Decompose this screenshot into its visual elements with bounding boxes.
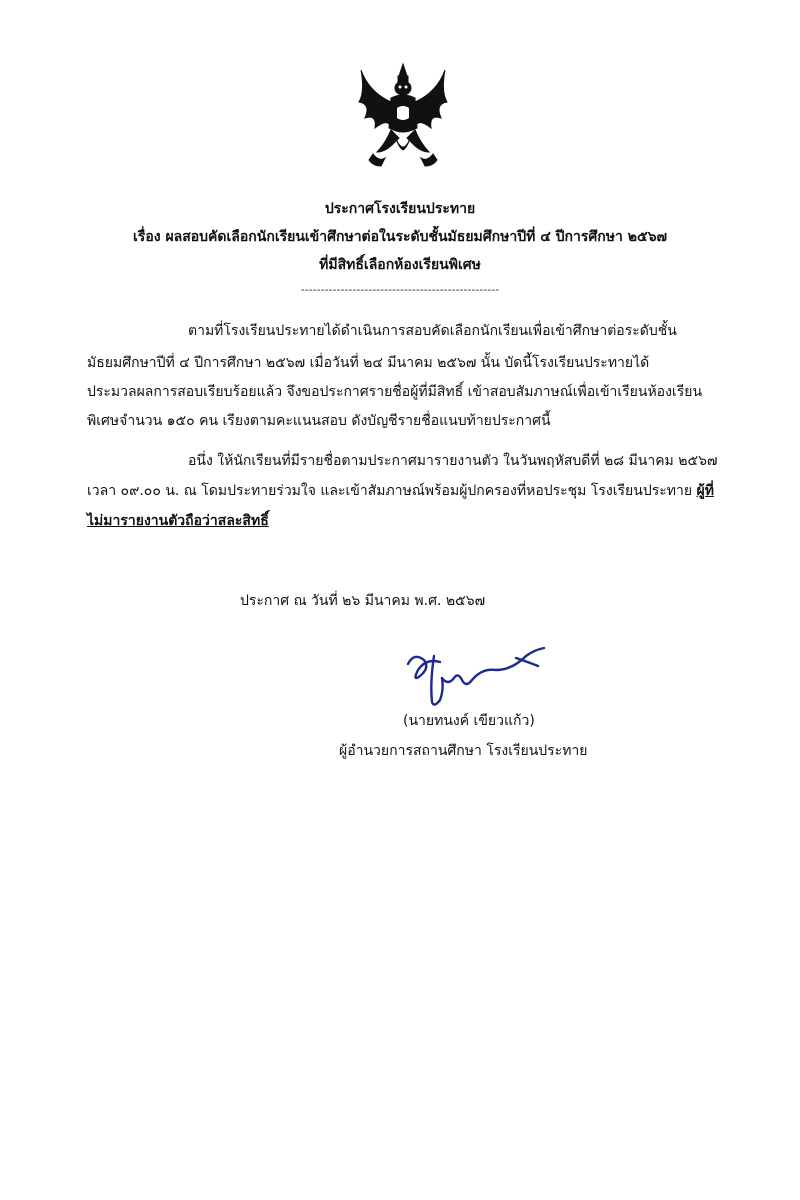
announcement-title: ประกาศโรงเรียนประทาย [324, 201, 476, 217]
paragraph-1-line-2: มัธยมศึกษาปีที่ ๔ ปีการศึกษา ๒๕๖๗ เมื่อวันที่ ๒๔ มีนาคม ๒๕๖๗ นั้น บัดนี้โรงเรียนประทายได้ [87, 355, 650, 371]
signer-title: ผู้อำนวยการสถานศึกษา โรงเรียนประทาย [339, 743, 588, 759]
announcement-subject-continued: ที่มีสิทธิ์เลือกห้องเรียนพิเศษ [319, 257, 481, 273]
garuda-emblem-icon [355, 62, 451, 174]
announcement-date: ประกาศ ณ วันที่ ๒๖ มีนาคม พ.ศ. ๒๕๖๗ [240, 593, 486, 609]
paragraph-1-line-1: ตามที่โรงเรียนประทายได้ดำเนินการสอบคัดเลือกนักเรียนเพื่อเข้าศึกษาต่อระดับชั้น [188, 323, 677, 339]
paragraph-1-line-4: พิเศษจำนวน ๑๕๐ คน เรียงตามคะแนนสอบ ดังบัญชีรายชื่อแนบท้ายประกาศนี้ [87, 413, 551, 429]
paragraph-2-line-2 [87, 482, 714, 500]
divider-line: -------------------------------------------------- [300, 283, 500, 296]
paragraph-2-line-2-text: เวลา ๐๙.๐๐ น. ณ โดมประทายร่วมใจ และเข้าสัมภาษณ์พร้อมผู้ปกครองที่หอประชุม โรงเรียนประทาย [87, 483, 697, 499]
announcement-subject: เรื่อง ผลสอบคัดเลือกนักเรียนเข้าศึกษาต่อในระดับชั้นมัธยมศึกษาปีที่ ๔ ปีการศึกษา ๒๕๖๗ [133, 229, 667, 245]
forfeit-warning-start: ผู้ที่ [696, 483, 714, 499]
signer-name: (นายทนงค์ เขียวแก้ว) [403, 713, 535, 729]
paragraph-2-line-1: อนึ่ง ให้นักเรียนที่มีรายชื่อตามประกาศมารายงานตัว ในวันพฤหัสบดีที่ ๒๘ มีนาคม ๒๕๖๗ [188, 453, 718, 469]
forfeit-warning: ไม่มารายงานตัวถือว่าสละสิทธิ์ [87, 513, 269, 529]
handwritten-signature-icon [400, 642, 560, 714]
paragraph-1-line-3: ประมวลผลการสอบเรียบร้อยแล้ว จึงขอประกาศรายชื่อผู้ที่มีสิทธิ์ เข้าสอบสัมภาษณ์เพื่อเข้าเรียนห้องเรียน [87, 384, 703, 400]
